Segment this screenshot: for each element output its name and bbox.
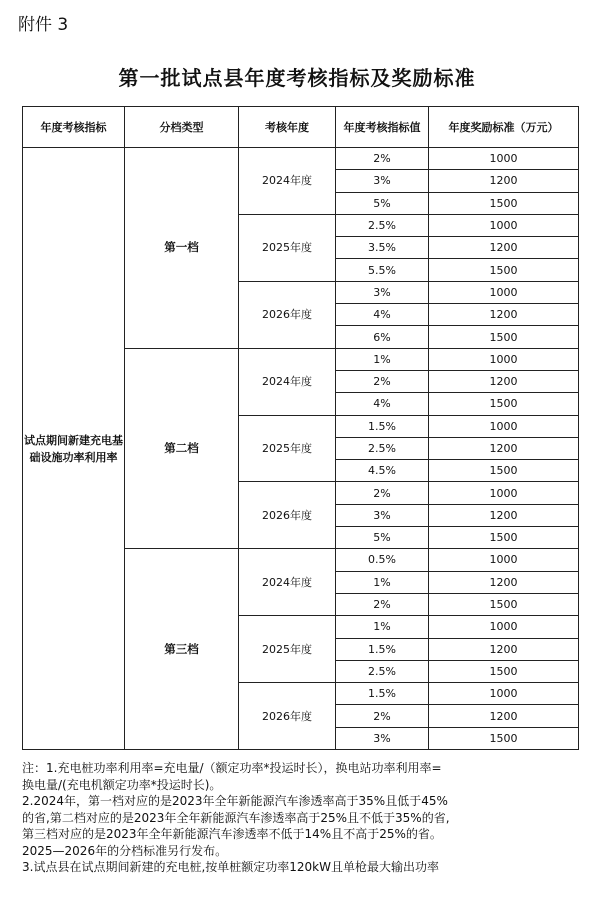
reward-cell: 1500	[429, 660, 579, 682]
note-line: 注：1.充电桩功率利用率=充电量/（额定功率*投运时长），换电站功率利用率=	[22, 761, 442, 775]
indicator-value-cell: 6%	[336, 326, 429, 348]
header-indicator: 年度考核指标	[23, 107, 125, 148]
tier-cell: 第三档	[125, 549, 239, 750]
reward-cell: 1200	[429, 705, 579, 727]
indicator-value-cell: 3.5%	[336, 237, 429, 259]
reward-cell: 1000	[429, 683, 579, 705]
indicator-value-cell: 2%	[336, 370, 429, 392]
tier-cell: 第一档	[125, 148, 239, 349]
indicator-value-cell: 3%	[336, 170, 429, 192]
indicator-value-cell: 1%	[336, 348, 429, 370]
reward-cell: 1200	[429, 437, 579, 459]
indicator-value-cell: 1%	[336, 616, 429, 638]
indicator-value-cell: 3%	[336, 727, 429, 749]
indicator-value-cell: 1.5%	[336, 683, 429, 705]
year-cell: 2025年度	[239, 616, 336, 683]
indicator-value-cell: 2%	[336, 705, 429, 727]
indicator-cell: 试点期间新建充电基础设施功率利用率	[23, 148, 125, 750]
year-cell: 2025年度	[239, 415, 336, 482]
reward-cell: 1000	[429, 616, 579, 638]
reward-cell: 1500	[429, 460, 579, 482]
header-year: 考核年度	[239, 107, 336, 148]
reward-cell: 1000	[429, 415, 579, 437]
reward-cell: 1200	[429, 638, 579, 660]
tier-cell: 第二档	[125, 348, 239, 549]
table-row	[23, 148, 579, 170]
year-cell: 2026年度	[239, 683, 336, 750]
reward-cell: 1200	[429, 170, 579, 192]
indicator-value-cell: 2%	[336, 593, 429, 615]
indicator-value-cell: 2.5%	[336, 660, 429, 682]
indicator-value-cell: 5%	[336, 192, 429, 214]
notes-section	[22, 760, 582, 876]
reward-cell: 1500	[429, 192, 579, 214]
reward-cell: 1200	[429, 504, 579, 526]
document-title: 第一批试点县年度考核指标及奖励标准	[118, 66, 476, 90]
indicator-value-cell: 0.5%	[336, 549, 429, 571]
note-line: 换电量/(充电机额定功率*投运时长)。	[22, 777, 222, 792]
indicator-value-cell: 4%	[336, 393, 429, 415]
reward-cell: 1000	[429, 482, 579, 504]
reward-cell: 1500	[429, 727, 579, 749]
indicator-value-cell: 1.5%	[336, 638, 429, 660]
reward-cell: 1000	[429, 348, 579, 370]
reward-cell: 1000	[429, 148, 579, 170]
note-line: 的省,第二档对应的是2023年全年新能源汽车渗透率高于25%且不低于35%的省,	[22, 810, 450, 825]
reward-cell: 1000	[429, 214, 579, 236]
reward-cell: 1000	[429, 549, 579, 571]
year-cell: 2026年度	[239, 281, 336, 348]
year-cell: 2025年度	[239, 214, 336, 281]
indicator-value-cell: 2.5%	[336, 214, 429, 236]
reward-cell: 1200	[429, 237, 579, 259]
reward-cell: 1500	[429, 326, 579, 348]
indicator-value-cell: 3%	[336, 504, 429, 526]
reward-cell: 1000	[429, 281, 579, 303]
table-header-row	[23, 107, 579, 148]
indicator-value-cell: 5%	[336, 527, 429, 549]
note-line: 3.试点县在试点期间新建的充电桩,按单桩额定功率120kW且单枪最大输出功率	[22, 860, 439, 874]
note-line: 2025—2026年的分档标准另行发布。	[22, 843, 228, 858]
year-cell: 2024年度	[239, 549, 336, 616]
indicator-value-cell: 2%	[336, 148, 429, 170]
table-body	[23, 148, 579, 750]
note-line: 第三档对应的是2023年全年新能源汽车渗透率不低于14%且不高于25%的省。	[22, 827, 442, 841]
reward-cell: 1200	[429, 304, 579, 326]
indicator-value-cell: 2%	[336, 482, 429, 504]
header-tier-type: 分档类型	[125, 107, 239, 148]
indicator-value-cell: 2.5%	[336, 437, 429, 459]
reward-cell: 1500	[429, 527, 579, 549]
assessment-table	[22, 106, 579, 750]
indicator-value-cell: 3%	[336, 281, 429, 303]
attachment-label: 附件 3	[18, 15, 69, 35]
year-cell: 2024年度	[239, 148, 336, 215]
note-line: 2.2024年，第一档对应的是2023年全年新能源汽车渗透率高于35%且低于45%	[22, 794, 448, 808]
indicator-value-cell: 5.5%	[336, 259, 429, 281]
reward-cell: 1200	[429, 370, 579, 392]
reward-cell: 1500	[429, 393, 579, 415]
header-reward: 年度奖励标准（万元）	[429, 107, 579, 148]
reward-cell: 1500	[429, 259, 579, 281]
reward-cell: 1200	[429, 571, 579, 593]
reward-cell: 1500	[429, 593, 579, 615]
year-cell: 2026年度	[239, 482, 336, 549]
header-indicator-value: 年度考核指标值	[336, 107, 429, 148]
indicator-value-cell: 4.5%	[336, 460, 429, 482]
year-cell: 2024年度	[239, 348, 336, 415]
indicator-value-cell: 4%	[336, 304, 429, 326]
indicator-value-cell: 1.5%	[336, 415, 429, 437]
indicator-value-cell: 1%	[336, 571, 429, 593]
